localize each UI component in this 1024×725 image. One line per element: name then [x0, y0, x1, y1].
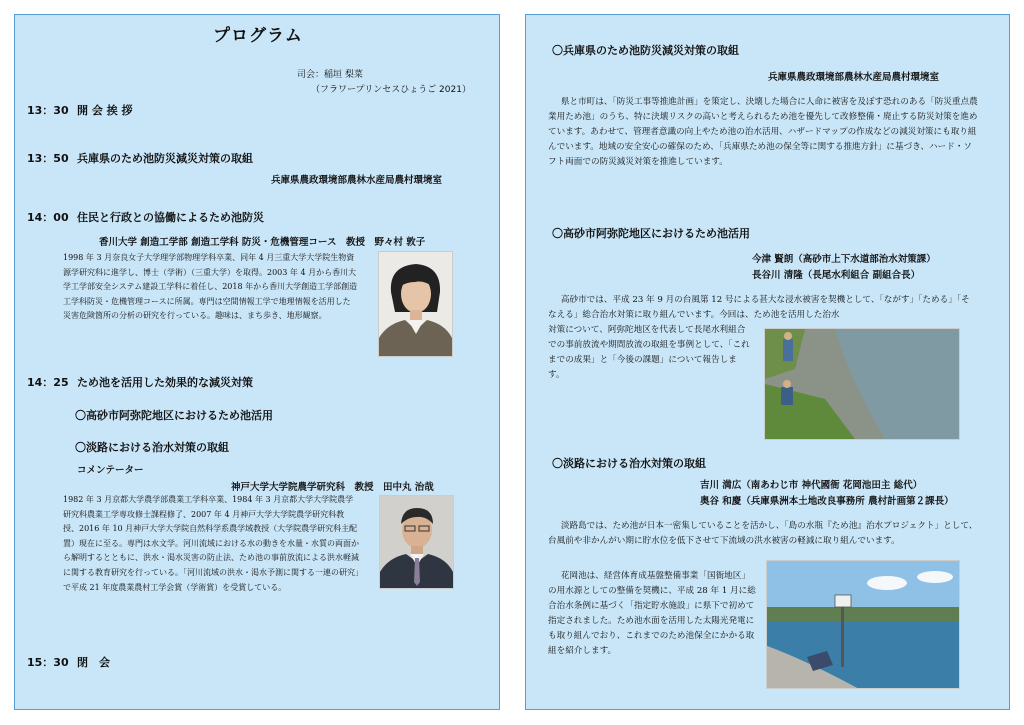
section-3-title: 〇淡路における治水対策の取組: [552, 457, 706, 470]
section-3-text-a: 淡路島では、ため池が日本一密集していることを活かし、「島の水瓶『ため池』治水プロジェクト」として、台風前や非かんがい期に貯水位を低下させて下流域の洪水被害の軽減に取り組んでいます。: [548, 521, 978, 546]
commentator-bio: 1982 年 3 月京都大学農学部農業工学科卒業、1984 年 3 月京都大学大学院農学研究科農業工学専攻修士課程修了、2007 年 4 月神戸大学大学院農学研究科教授、2016 年 10 月神戸大学大学院自然科学系農学域教授（大学院農学研究科主配置）現在に至る。専門は水文学。河川流域における水の動きを水量・水質の両面から解明するとともに、洪水・渇水災害の防止法、ため池の事前放流による洪水軽減に関する教育研究を行っている。「河川流域の洪水・渇水予測に関する一連の研究」で平成 21 年度農業農村工学会賞（学術賞）を受賞している。: [63, 495, 359, 592]
commentator-affiliation: 神戸大学大学院農学研究科 教授 田中丸 治哉: [231, 482, 434, 493]
schedule-label-5: 閉 会: [77, 656, 110, 669]
section-1-text: 県と市町は、「防災工事等推進計画」を策定し、決壊した場合に人命に被害を及ぼす恐れのある「防災重点農業用ため池」のうち、特に決壊リスクの高いと考えられるため池を優先して改修整備・廃止する防災対策を進めています。あわせて、管理者意識の向上やため池の治水活用、ハザードマップの作成などの減災対策にも取り組んでいます。地域の安全安心の確保のため、「兵庫県ため池の保全等に関する推進方針」に基づき、ハード・ソフト両面での防災減災対策を推進しています。: [548, 97, 978, 167]
commentator-label: コメンテーター: [77, 465, 144, 476]
schedule-time-4: 14：25: [27, 376, 69, 389]
commentator-photo: [379, 495, 454, 589]
schedule-affiliation-2: 兵庫県農政環境部農林水産局農村環境室: [271, 175, 443, 186]
section-2-photo: [764, 328, 960, 440]
section-2-title: 〇高砂市阿弥陀地区におけるため池活用: [552, 227, 750, 240]
speaker-bio-1: 1998 年 3 月奈良女子大学理学部物理学科卒業、同年 4 月三重大学大学院生物資源学研究科に進学し、博士（学術）（三重大学）を取得。2003 年 4 月から香川大学工学部安全システム建設工学科に着任し、2018 年から香川大学創造工学部創造工学科防災・危機管理コースに所属。専門は空間情報工学で地理情報を活用した災害危険箇所の分析の研究を行っている。趣味は、まち歩き、地形観察。: [63, 253, 358, 321]
schedule-time-1: 13：30: [27, 104, 69, 117]
section-1-title: 〇兵庫県のため池防災減災対策の取組: [552, 44, 739, 57]
schedule-label-1: 開 会 挨 拶: [77, 104, 133, 117]
right-page: [525, 14, 1010, 710]
schedule-time-3: 14：00: [27, 211, 69, 224]
schedule-label-2: 兵庫県のため池防災減災対策の取組: [77, 152, 253, 165]
section-3-text-b: 花岡池は、経営体育成基盤整備事業「国衙地区」の用水源としての整備を契機に、平成 28 年 1 月に総合治水条例に基づく「指定貯水施設」に県下で初めて指定されました。ため池水面を活用した太陽光発電にも取り組んでおり、これまでのため池保全にかかる取組を紹介します。: [548, 571, 756, 656]
speaker-affiliation-1: 香川大学 創造工学部 創造工学科 防災・危機管理コース 教授 野々村 敦子: [99, 237, 426, 248]
section-3-photo: [766, 560, 960, 689]
section-2-affiliation-2: 長谷川 清隆（長尾水利組合 副組合長）: [752, 270, 921, 281]
schedule-time-2: 13：50: [27, 152, 69, 165]
section-2-text-b: 対策について、阿弥陀地区を代表して長尾水利組合での事前放流や期間放流の取組を事例として、「これまでの成果」と「今後の課題」について報告します。: [548, 325, 750, 380]
speaker-photo-1: [378, 251, 453, 357]
section-1-affiliation: 兵庫県農政環境部農林水産局農村環境室: [768, 72, 940, 83]
section-2-text-a: 高砂市では、平成 23 年 9 月の台風第 12 号による甚大な浸水被害を契機として、「ながす」「ためる」「そなえる」総合治水対策に取り組んでいます。今回は、ため池を活用した治水: [548, 295, 970, 320]
left-page: [14, 14, 500, 710]
schedule-label-4: ため池を活用した効果的な減災対策: [77, 376, 253, 389]
schedule-label-3: 住民と行政との協働によるため池防災: [77, 211, 264, 224]
section-3-affiliation-1: 吉川 満広（南あわじ市 神代國衙 花岡池田主 総代）: [700, 480, 923, 491]
sub-topic-1: 〇高砂市阿弥陀地区におけるため池活用: [75, 409, 273, 422]
mc-name: 司会：稲垣 梨菜: [297, 70, 363, 80]
sub-topic-2: 〇淡路における治水対策の取組: [75, 441, 229, 454]
section-3-affiliation-2: 奥谷 和慶（兵庫県洲本土地改良事務所 農村計画第２課長）: [700, 496, 954, 507]
section-2-affiliation-1: 今津 賢朗（高砂市上下水道部治水対策課）: [752, 254, 936, 265]
schedule-time-5: 15：30: [27, 656, 69, 669]
mc-subtitle: （フラワープリンセスひょうご 2021）: [311, 85, 471, 95]
program-title: プログラム: [213, 26, 303, 46]
